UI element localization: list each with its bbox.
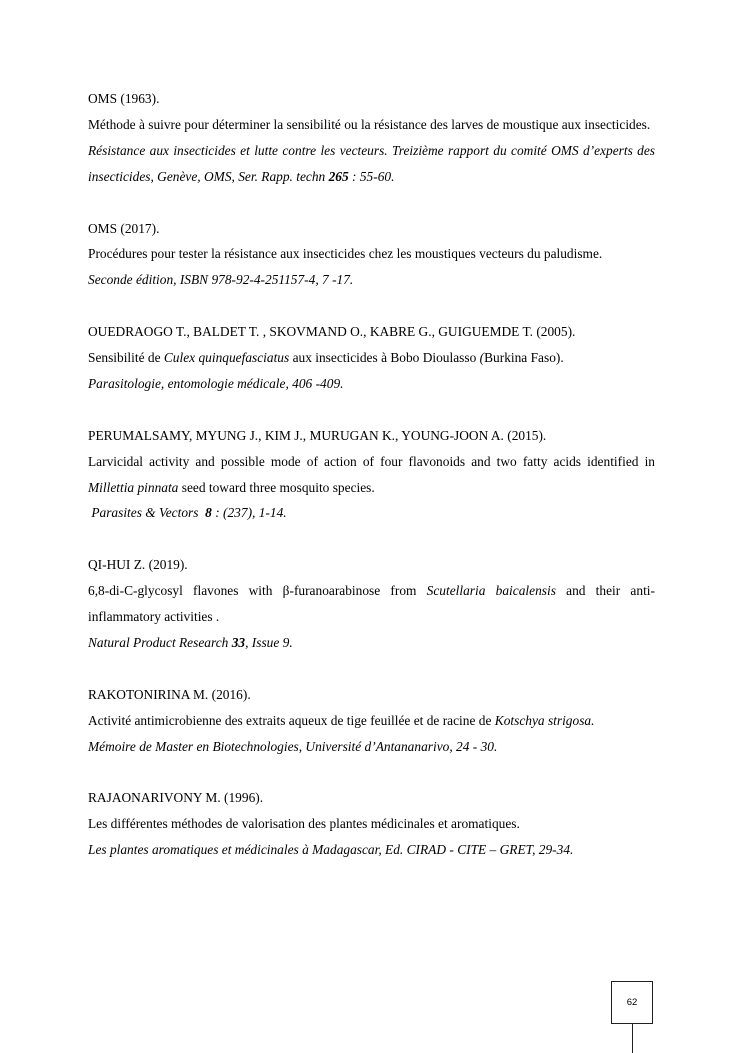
- reference-author: OMS (1963).: [88, 91, 160, 106]
- reference-title: 6,8-di-C-glycosyl flavones with β-furanoarabinose from Scutellaria baicalensis and their anti-inflammatory activities .: [88, 583, 655, 625]
- reference-source: Natural Product Research 33, Issue 9.: [88, 634, 293, 650]
- reference-title: Les différentes méthodes de valorisation des plantes médicinales et aromatiques.: [88, 816, 520, 832]
- reference-title: Procédures pour tester la résistance aux insecticides chez les moustiques vecteurs du paludisme.: [88, 246, 603, 262]
- reference-author: OMS (2017).: [88, 220, 160, 236]
- reference-ouedraogo-2005: [88, 319, 655, 397]
- page-number: 62: [626, 997, 638, 1008]
- reference-source: Les plantes aromatiques et médicinales à Madagascar, Ed. CIRAD - CITE – GRET, 29-34.: [88, 842, 574, 858]
- bibliography: [88, 86, 655, 889]
- reference-oms-1963: [88, 86, 655, 190]
- reference-rakotonirina-2016: [88, 682, 655, 760]
- reference-perumalsamy-2015: [88, 423, 655, 527]
- page-number-stem: [632, 1024, 633, 1053]
- reference-author: PERUMALSAMY, MYUNG J., KIM J., MURUGAN K., YOUNG-JOON A. (2015).: [88, 427, 547, 443]
- reference-title: Sensibilité de Culex quinquefasciatus aux insecticides à Bobo Dioulasso (Burkina Faso).: [88, 350, 564, 366]
- reference-author: OUEDRAOGO T., BALDET T. , SKOVMAND O., KABRE G., GUIGUEMDE T. (2005).: [88, 324, 576, 340]
- reference-author: RAJAONARIVONY M. (1996).: [88, 790, 264, 806]
- reference-source: Parasites & Vectors 8 : (237), 1-14.: [88, 505, 287, 521]
- page-number-box: [611, 981, 653, 1024]
- reference-oms-2017: [88, 216, 655, 294]
- reference-author: QI-HUI Z. (2019).: [88, 557, 188, 573]
- reference-title: Méthode à suivre pour déterminer la sensibilité ou la résistance des larves de moustique aux insecticides.: [88, 116, 651, 132]
- reference-qi-hui-2019: [88, 552, 655, 656]
- reference-title: Activité antimicrobienne des extraits aqueux de tige feuillée et de racine de Kotschya strigosa.: [88, 712, 595, 728]
- reference-author: RAKOTONIRINA M. (2016).: [88, 686, 251, 702]
- reference-source: Seconde édition, ISBN 978-92-4-251157-4, 7 -17.: [88, 272, 354, 288]
- reference-source: Résistance aux insecticides et lutte contre les vecteurs. Treizième rapport du comité OMS d’experts des insecticides, Genève, OMS, Ser. Rapp. techn 265 : 55-60.: [88, 142, 655, 184]
- reference-title: Larvicidal activity and possible mode of action of four flavonoids and two fatty acids identified in Millettia pinnata seed toward three mosquito species.: [88, 453, 655, 495]
- reference-rajaonarivony-1996: [88, 785, 655, 863]
- reference-source: Parasitologie, entomologie médicale, 406 -409.: [88, 375, 344, 391]
- reference-source: Mémoire de Master en Biotechnologies, Université d’Antananarivo, 24 - 30.: [88, 738, 498, 754]
